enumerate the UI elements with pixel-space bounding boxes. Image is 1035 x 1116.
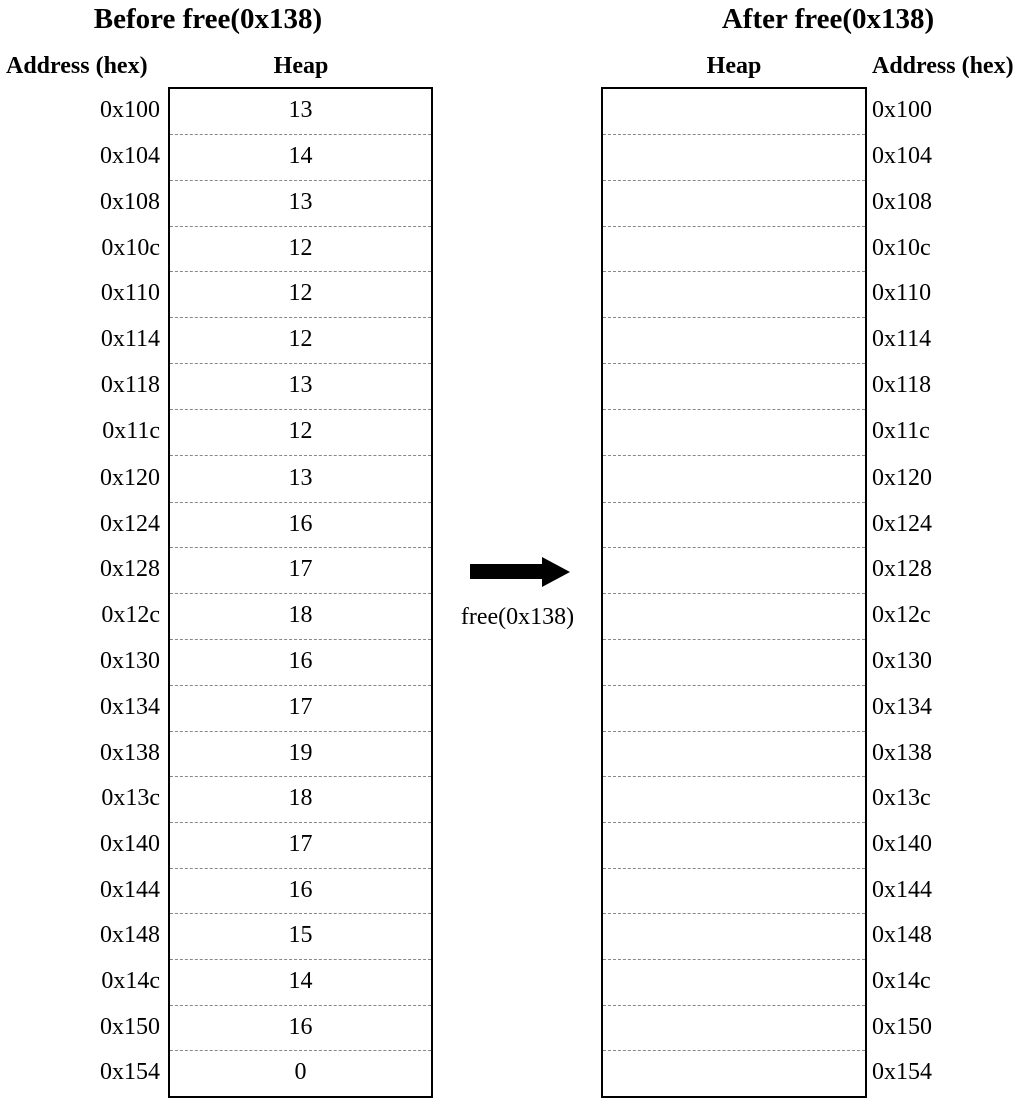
row-divider — [603, 502, 865, 503]
row-divider — [170, 959, 431, 960]
before-heap-cell: 12 — [288, 280, 313, 306]
after-address-label: 0x144 — [872, 876, 932, 903]
after-address-label: 0x124 — [872, 510, 932, 537]
before-address-label: 0x108 — [100, 189, 160, 215]
row-divider — [603, 959, 865, 960]
before-address-label: 0x12c — [101, 602, 160, 628]
row-divider — [170, 455, 431, 456]
before-heap-cell: 16 — [288, 510, 313, 537]
row-divider — [170, 363, 431, 364]
before-address-label: 0x11c — [102, 418, 160, 444]
before-heap-cell: 13 — [288, 189, 313, 215]
row-divider — [170, 731, 431, 732]
row-divider — [170, 502, 431, 503]
row-divider — [170, 593, 431, 594]
before-address-label: 0x130 — [100, 648, 160, 674]
before-heap-cell: 0 — [294, 1058, 307, 1085]
before-heap-cell: 13 — [288, 464, 313, 491]
before-heap-cell: 18 — [288, 785, 313, 811]
row-divider — [170, 822, 431, 823]
before-heap-cell: 17 — [288, 694, 313, 720]
before-address-label: 0x128 — [100, 556, 160, 582]
row-divider — [603, 868, 865, 869]
after-address-label: 0x110 — [872, 280, 932, 306]
after-address-label: 0x104 — [872, 143, 932, 169]
after-address-label: 0x134 — [872, 694, 932, 720]
before-address-label: 0x154 — [100, 1058, 160, 1085]
before-address-label: 0x148 — [100, 922, 160, 948]
before-address-label: 0x144 — [100, 876, 160, 903]
before-heap-cell: 19 — [288, 739, 313, 766]
before-address-label: 0x10c — [101, 234, 160, 261]
before-heap-cell: 18 — [288, 602, 313, 628]
right-arrow-icon — [470, 557, 570, 587]
before-address-label: 0x150 — [100, 1013, 160, 1040]
row-divider — [170, 134, 431, 135]
row-divider — [603, 776, 865, 777]
before-address-header: Address (hex) — [6, 53, 148, 79]
before-heap-cell: 12 — [288, 234, 313, 261]
row-divider — [170, 1005, 431, 1006]
before-address-label: 0x118 — [100, 372, 160, 398]
row-divider — [170, 409, 431, 410]
row-divider — [170, 1050, 431, 1051]
row-divider — [603, 685, 865, 686]
before-address-label: 0x134 — [100, 694, 160, 720]
after-heap-header: Heap — [706, 53, 762, 79]
after-title: After free(0x138) — [721, 3, 935, 35]
after-address-label: 0x130 — [872, 648, 932, 674]
after-address-label: 0x13c — [872, 785, 931, 811]
before-address-label: 0x124 — [100, 510, 160, 537]
row-divider — [603, 226, 865, 227]
after-address-label: 0x138 — [872, 739, 932, 766]
before-address-label: 0x110 — [100, 280, 160, 306]
before-address-label: 0x140 — [100, 831, 160, 857]
row-divider — [603, 639, 865, 640]
row-divider — [603, 1005, 865, 1006]
row-divider — [170, 868, 431, 869]
after-address-label: 0x128 — [872, 556, 932, 582]
before-heap-cell: 16 — [288, 876, 313, 903]
row-divider — [170, 180, 431, 181]
after-heap-box — [601, 87, 867, 1098]
after-address-label: 0x148 — [872, 922, 932, 948]
row-divider — [603, 363, 865, 364]
after-address-label: 0x11c — [872, 418, 930, 444]
before-address-label: 0x104 — [100, 143, 160, 169]
row-divider — [603, 913, 865, 914]
before-heap-cell: 12 — [288, 418, 313, 444]
row-divider — [603, 409, 865, 410]
row-divider — [170, 547, 431, 548]
before-address-label: 0x14c — [101, 968, 160, 994]
row-divider — [603, 731, 865, 732]
after-address-label: 0x100 — [872, 97, 932, 123]
row-divider — [170, 271, 431, 272]
after-address-label: 0x114 — [872, 326, 932, 352]
after-address-label: 0x120 — [872, 464, 932, 491]
before-address-label: 0x138 — [100, 739, 160, 766]
row-divider — [603, 134, 865, 135]
row-divider — [170, 685, 431, 686]
after-address-label: 0x10c — [872, 234, 931, 261]
row-divider — [603, 547, 865, 548]
after-address-label: 0x140 — [872, 831, 932, 857]
row-divider — [603, 455, 865, 456]
row-divider — [603, 180, 865, 181]
row-divider — [603, 822, 865, 823]
arrow-label: free(0x138) — [460, 604, 575, 630]
before-address-label: 0x13c — [101, 785, 160, 811]
row-divider — [170, 913, 431, 914]
before-heap-cell: 16 — [288, 1013, 313, 1040]
before-heap-cell: 14 — [288, 968, 313, 994]
after-address-label: 0x108 — [872, 189, 932, 215]
before-heap-cell: 15 — [288, 922, 313, 948]
before-heap-cell: 17 — [288, 831, 313, 857]
before-address-label: 0x114 — [100, 326, 160, 352]
before-address-label: 0x120 — [100, 464, 160, 491]
row-divider — [170, 776, 431, 777]
row-divider — [603, 1050, 865, 1051]
after-address-label: 0x14c — [872, 968, 931, 994]
before-heap-cell: 13 — [288, 97, 313, 123]
before-address-label: 0x100 — [100, 97, 160, 123]
before-title: Before free(0x138) — [93, 3, 323, 35]
before-heap-box — [168, 87, 433, 1098]
row-divider — [170, 317, 431, 318]
before-heap-cell: 14 — [288, 143, 313, 169]
before-heap-cell: 16 — [288, 648, 313, 674]
row-divider — [170, 639, 431, 640]
before-heap-header: Heap — [273, 53, 329, 79]
after-address-label: 0x150 — [872, 1013, 932, 1040]
before-heap-cell: 13 — [288, 372, 313, 398]
row-divider — [603, 317, 865, 318]
row-divider — [603, 271, 865, 272]
before-heap-cell: 12 — [288, 326, 313, 352]
after-address-label: 0x12c — [872, 602, 931, 628]
after-address-label: 0x118 — [872, 372, 932, 398]
after-address-label: 0x154 — [872, 1058, 932, 1085]
row-divider — [170, 226, 431, 227]
after-address-header: Address (hex) — [872, 53, 1014, 79]
before-heap-cell: 17 — [288, 556, 313, 582]
row-divider — [603, 593, 865, 594]
